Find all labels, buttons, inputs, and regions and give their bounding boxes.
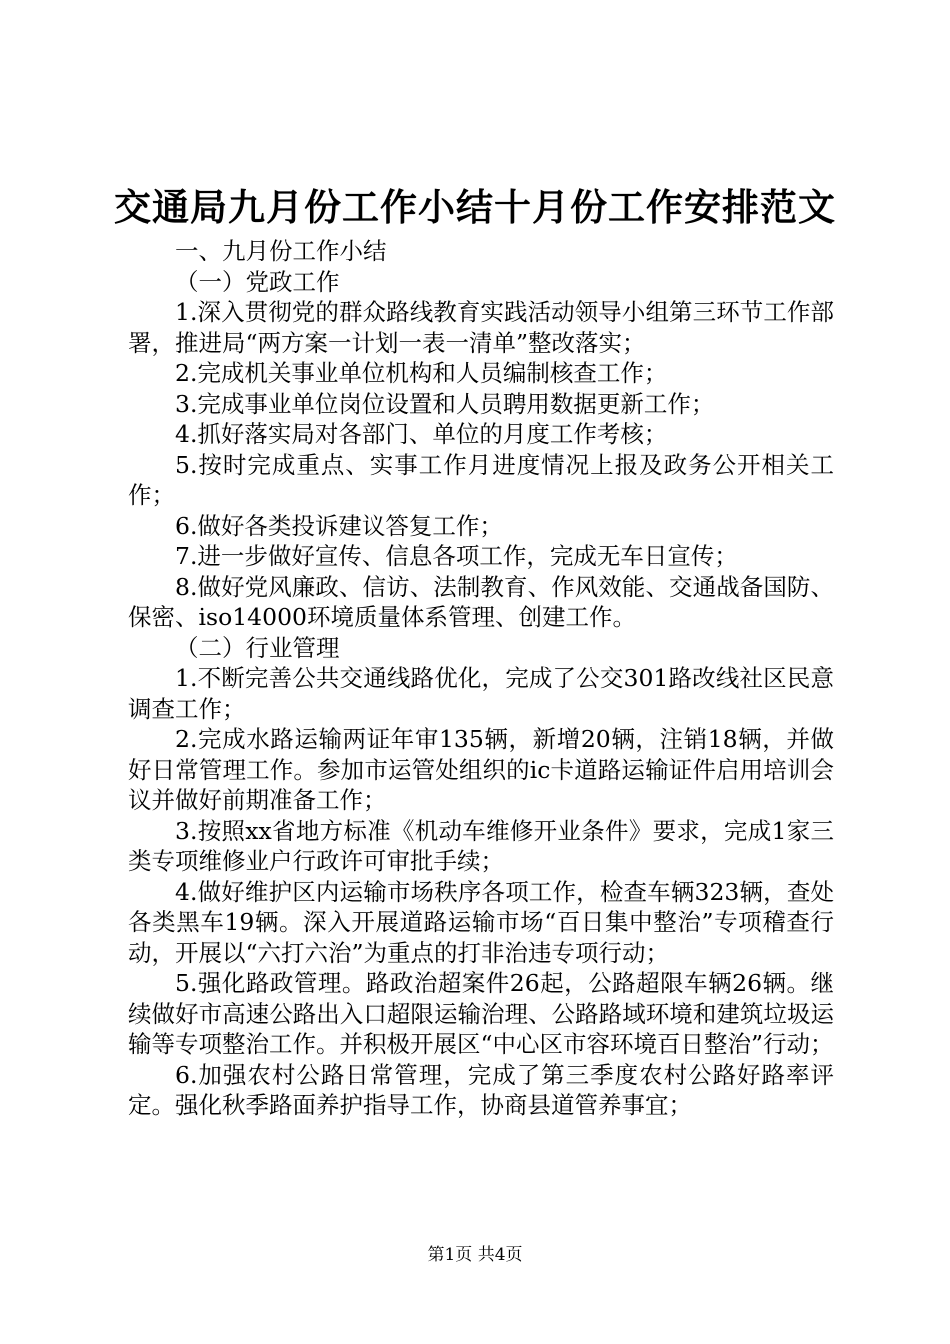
subsection-heading: （一）党政工作 [175, 267, 340, 296]
list-item: 3.完成事业单位岗位设置和人员聘用数据更新工作； [175, 389, 715, 418]
list-item: 1.深入贯彻党的群众路线教育实践活动领导小组第三环节工作部署，推进局“两方案一计划一表一清单”整改落实； [128, 298, 834, 357]
list-item: 2.完成机关事业单位机构和人员编制核查工作； [175, 359, 668, 387]
list-item: 4.做好维护区内运输市场秩序各项工作，检查车辆323辆，查处各类黑车19辆。深入开展道路运输市场“百日集中整治”专项稽查行动，开展以“六打六治”为重点的打非治违专项行动； [128, 877, 834, 967]
list-item: 2.完成水路运输两证年审135辆，新增20辆，注销18辆，并做好日常管理工作。参加市运管处组织的ic卡道路运输证件启用培训会议并做好前期准备工作； [128, 725, 834, 814]
list-item: 5.按时完成重点、实事工作月进度情况上报及政务公开相关工作； [128, 450, 834, 509]
list-item: 1.不断完善公共交通线路优化，完成了公交301路改线社区民意调查工作； [128, 664, 834, 723]
document-body [128, 236, 834, 1121]
list-item: 7.进一步做好宣传、信息各项工作，完成无车日宣传； [175, 542, 738, 570]
document-title: 交通局九月份工作小结十月份工作安排范文 [114, 185, 836, 229]
subsection-heading: （二）行业管理 [175, 633, 340, 662]
list-item: 6.做好各类投诉建议答复工作； [175, 511, 503, 540]
list-item: 5.强化路政管理。路政治超案件26起，公路超限车辆26辆。继续做好市高速公路出入口超限运输治理、公路路域环境和建筑垃圾运输等专项整治工作。并积极开展区“中心区市容环境百日整治”行动； [128, 969, 834, 1058]
page-footer: 第1页 共4页 [427, 1245, 523, 1265]
list-item: 6.加强农村公路日常管理，完成了第三季度农村公路好路率评定。强化秋季路面养护指导工作，协商县道管养事宜； [128, 1060, 834, 1119]
list-item: 4.抓好落实局对各部门、单位的月度工作考核； [175, 420, 668, 448]
list-item: 8.做好党风廉政、信访、法制教育、作风效能、交通战备国防、保密、iso14000环境质量体系管理、创建工作。 [128, 572, 834, 631]
section-heading: 一、九月份工作小结 [175, 237, 387, 265]
list-item: 3.按照xx省地方标准《机动车维修开业条件》要求，完成1家三类专项维修业户行政许可审批手续； [128, 816, 834, 875]
